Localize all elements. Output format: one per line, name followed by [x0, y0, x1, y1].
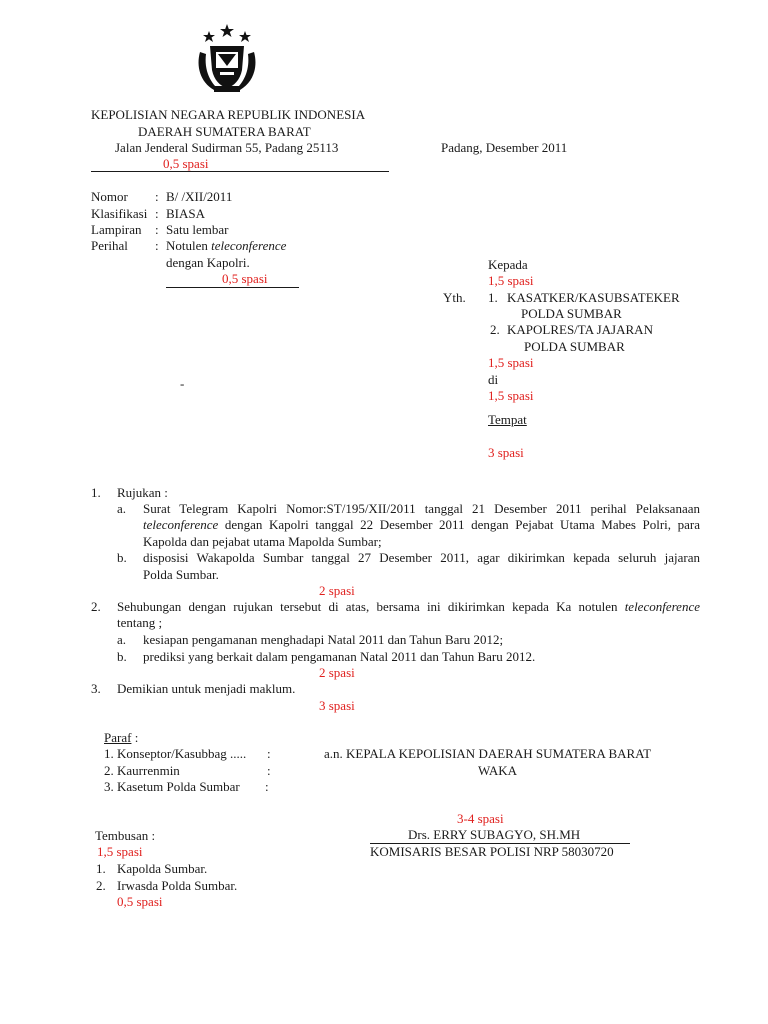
- item-1a-line2: [143, 517, 700, 533]
- paraf-item-2-colon: :: [267, 763, 271, 778]
- paraf-item-1-colon: :: [267, 746, 271, 761]
- org-name-line2: DAERAH SUMATERA BARAT: [138, 124, 311, 139]
- item-1b-line1: disposisi Wakapolda Sumbar tanggal 27 Desember 2011, agar dikirimkan kepada seluruh jajaran: [143, 550, 700, 565]
- perihal-value-prefix: Notulen: [166, 238, 212, 253]
- item-1a-line1: Surat Telegram Kapolri Nomor:ST/195/XII/2011 tanggal 21 Desember 2011 perihal Pelaksanaan: [143, 501, 700, 516]
- tempat-label: Tempat: [488, 412, 527, 427]
- spacing-note: 0,5 spasi: [222, 271, 268, 286]
- org-name-line1: KEPOLISIAN NEGARA REPUBLIK INDONESIA: [91, 107, 366, 122]
- police-emblem-logo: [192, 22, 262, 94]
- paraf-title: [104, 730, 138, 746]
- spacing-note: 0,5 spasi: [163, 156, 209, 171]
- recipient-1-line1: KASATKER/KASUBSATEKER: [507, 290, 680, 305]
- item-1a-line2-rest: dengan Kapolri tanggal 22 Desember 2011 dengan Pejabat Utama Mabes Polri, para: [218, 517, 700, 532]
- kepada-label: Kepada: [488, 257, 528, 272]
- paraf-item-3-colon: :: [265, 779, 269, 794]
- place-date: Padang, Desember 2011: [441, 140, 568, 155]
- item-1a-line3: Kapolda dan pejabat utama Mapolda Sumbar;: [143, 534, 382, 549]
- item-1a-italic: teleconference: [143, 517, 219, 532]
- perihal-value: [166, 238, 286, 254]
- paraf-label: Paraf: [104, 730, 132, 745]
- nomor-value: B/ /XII/2011: [166, 189, 233, 204]
- item-1b-letter: b.: [117, 550, 127, 565]
- signature-authority: a.n. KEPALA KEPOLISIAN DAERAH SUMATERA BARAT: [324, 746, 652, 761]
- colon: :: [155, 238, 159, 253]
- item-2a-text: kesiapan pengamanan menghadapi Natal 2011 dan Tahun Baru 2012;: [143, 632, 504, 647]
- perihal-value-line2: dengan Kapolri.: [166, 255, 250, 270]
- klasifikasi-value: BIASA: [166, 206, 206, 221]
- spacing-note: 2 spasi: [319, 583, 355, 598]
- colon: :: [155, 206, 159, 221]
- paraf-item-1: 1. Konseptor/Kasubbag .....: [104, 746, 247, 761]
- tembusan-2-number: 2.: [96, 878, 106, 893]
- recipient-1-number: 1.: [488, 290, 498, 305]
- spacing-note: 1,5 spasi: [488, 355, 534, 370]
- spacing-note: 0,5 spasi: [117, 894, 163, 909]
- recipient-2-number: 2.: [490, 322, 500, 337]
- item-2b-letter: b.: [117, 649, 127, 664]
- tembusan-1-text: Kapolda Sumbar.: [117, 861, 208, 876]
- signatory-name: Drs. ERRY SUBAGYO, SH.MH: [408, 827, 581, 842]
- paragraph-2-number: 2.: [91, 599, 101, 614]
- spacing-note: 1,5 spasi: [488, 273, 534, 288]
- paraf-item-2: 2. Kaurrenmin: [104, 763, 180, 778]
- item-1b-line2: Polda Sumbar.: [143, 567, 219, 582]
- spacing-note: 1,5 spasi: [488, 388, 534, 403]
- colon: :: [155, 189, 159, 204]
- spacing-note: 3 spasi: [319, 698, 355, 713]
- org-address: Jalan Jenderal Sudirman 55, Padang 25113: [115, 140, 339, 155]
- perihal-value-italic: teleconference: [211, 238, 287, 253]
- perihal-divider: [166, 287, 299, 288]
- signature-position: WAKA: [478, 763, 517, 778]
- paragraph-2-line2: tentang ;: [117, 615, 163, 630]
- yth-label: Yth.: [443, 290, 466, 305]
- tembusan-title: Tembusan :: [95, 828, 156, 843]
- colon: :: [155, 222, 159, 237]
- lampiran-label: Lampiran: [91, 222, 142, 237]
- paragraph-1-title: Rujukan :: [117, 485, 168, 500]
- paragraph-2-line1: [117, 599, 700, 615]
- colon: :: [134, 730, 139, 745]
- paraf-item-3: 3. Kasetum Polda Sumbar: [104, 779, 240, 794]
- spacing-note: 2 spasi: [319, 665, 355, 680]
- signatory-rank: KOMISARIS BESAR POLISI NRP 58030720: [370, 844, 614, 859]
- nomor-label: Nomor: [91, 189, 128, 204]
- item-1a-letter: a.: [117, 501, 127, 516]
- recipient-2-line1: KAPOLRES/TA JAJARAN: [507, 322, 653, 337]
- lampiran-value: Satu lembar: [166, 222, 229, 237]
- recipient-1-line2: POLDA SUMBAR: [521, 306, 622, 321]
- item-2b-text: prediksi yang berkait dalam pengamanan Natal 2011 dan Tahun Baru 2012.: [143, 649, 536, 664]
- di-label: di: [488, 372, 499, 387]
- spacing-note: 3 spasi: [488, 445, 524, 460]
- paragraph-3-text: Demikian untuk menjadi maklum.: [117, 681, 296, 696]
- dash-mark: -: [180, 376, 185, 391]
- spacing-note: 3-4 spasi: [457, 811, 504, 826]
- paragraph-2-text: Sehubungan dengan rujukan tersebut di atas, bersama ini dikirimkan kepada Ka notulen: [117, 599, 625, 614]
- tembusan-1-number: 1.: [96, 861, 106, 876]
- tembusan-2-text: Irwasda Polda Sumbar.: [117, 878, 238, 893]
- perihal-label: Perihal: [91, 238, 128, 253]
- paragraph-1-number: 1.: [91, 485, 101, 500]
- spacing-note: 1,5 spasi: [97, 844, 143, 859]
- paragraph-2-italic: teleconference: [624, 599, 700, 614]
- klasifikasi-label: Klasifikasi: [91, 206, 148, 221]
- item-2a-letter: a.: [117, 632, 127, 647]
- header-divider: [91, 171, 389, 172]
- paragraph-3-number: 3.: [91, 681, 101, 696]
- recipient-2-line2: POLDA SUMBAR: [524, 339, 625, 354]
